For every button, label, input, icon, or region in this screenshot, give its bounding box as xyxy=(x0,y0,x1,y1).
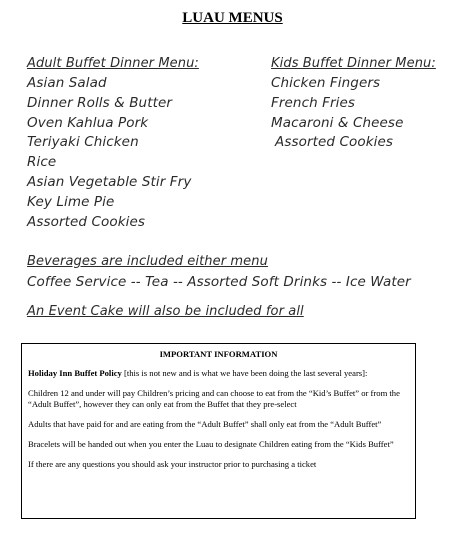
page-title: LUAU MENUS xyxy=(182,10,283,26)
info-paragraph: Adults that have paid for and are eating from the “Adult Buffet” shall only eat from the “Adult Buffet” xyxy=(28,418,382,429)
kids-menu-item: Assorted Cookies xyxy=(275,134,394,151)
policy-paragraph xyxy=(28,368,409,378)
adult-menu-item: Dinner Rolls & Butter xyxy=(27,94,173,111)
adult-menu-heading: Adult Buffet Dinner Menu: xyxy=(27,56,199,71)
info-title: IMPORTANT INFORMATION xyxy=(159,349,278,359)
adult-menu xyxy=(27,55,199,232)
info-paragraph: Children 12 and under will pay Children’s pricing and can choose to eat from the “Kid’s Buffet” or from the “Adult Buffet”, however they can only eat from the Buffet that they pre-select xyxy=(28,388,400,409)
adult-menu-item: Oven Kahlua Pork xyxy=(27,114,149,131)
beverages-heading: Beverages are included either menu xyxy=(27,254,268,269)
adult-menu-item: Asian Salad xyxy=(27,75,107,91)
adult-menu-item: Asian Vegetable Stir Fry xyxy=(27,173,192,190)
policy-text: [this is not new and is what we have been doing the last several years]: xyxy=(121,368,368,379)
kids-menu-heading: Kids Buffet Dinner Menu: xyxy=(271,56,436,71)
important-info-box xyxy=(21,343,416,519)
info-paragraph: If there are any questions you should ask your instructor prior to purchasing a ticket xyxy=(28,459,317,470)
kids-menu-item: French Fries xyxy=(271,94,356,111)
kids-menu xyxy=(271,55,436,153)
adult-menu-item: Rice xyxy=(27,154,57,171)
cake-note: An Event Cake will also be included for all xyxy=(27,304,304,319)
adult-menu-item: Key Lime Pie xyxy=(27,193,115,210)
beverages-line: Coffee Service -- Tea -- Assorted Soft Drinks -- Ice Water xyxy=(27,274,411,290)
policy-label: Holiday Inn Buffet Policy xyxy=(28,368,122,379)
info-paragraph: Bracelets will be handed out when you enter the Luau to designate Children eating from the “Kids Buffet” xyxy=(28,439,394,450)
kids-menu-item: Macaroni & Cheese xyxy=(271,114,404,131)
adult-menu-item: Teriyaki Chicken xyxy=(27,134,139,151)
kids-menu-item: Chicken Fingers xyxy=(271,75,381,91)
adult-menu-item: Assorted Cookies xyxy=(27,213,146,230)
